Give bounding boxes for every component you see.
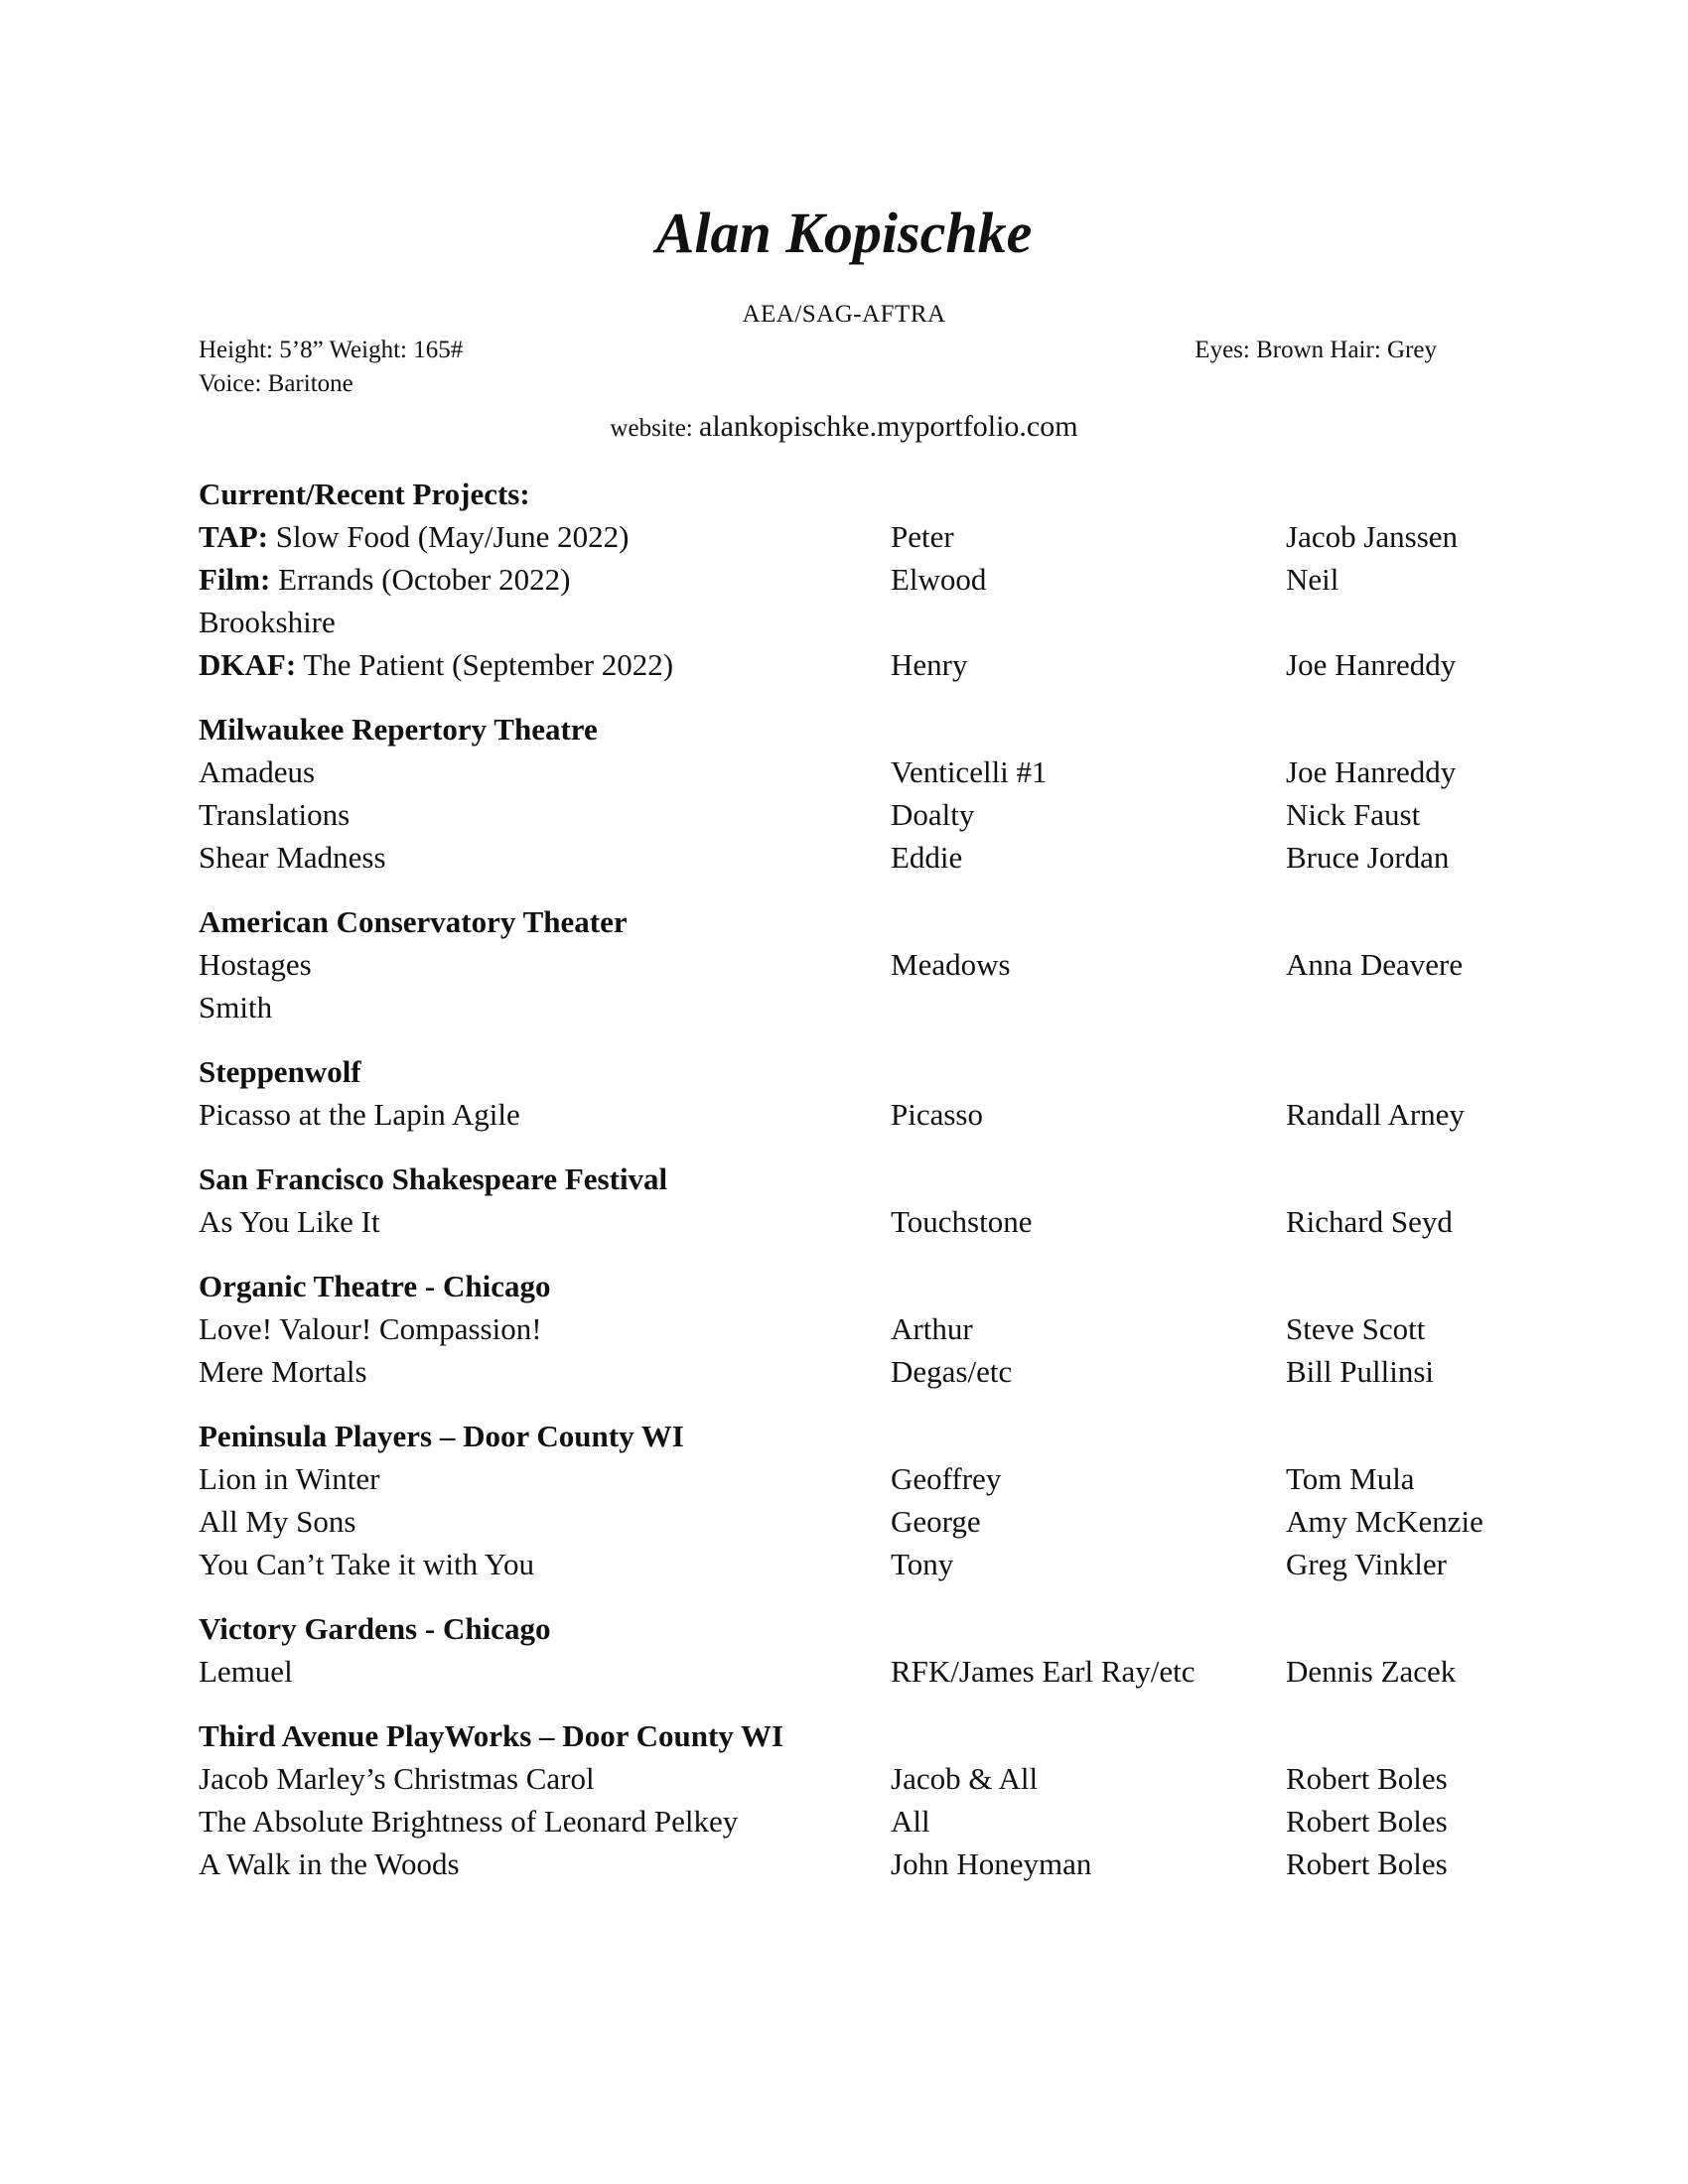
wrapped-director-text: Brookshire xyxy=(199,605,336,639)
production-title-text: Jacob Marley’s Christmas Carol xyxy=(199,1761,595,1796)
role-name: Henry xyxy=(891,647,968,682)
production-title xyxy=(199,836,386,879)
production-title xyxy=(199,558,570,601)
director-name: Richard Seyd xyxy=(1286,1204,1453,1239)
credit-section xyxy=(199,473,1509,686)
credit-row xyxy=(199,515,1509,558)
credit-row xyxy=(199,1650,1509,1693)
role-name: Peter xyxy=(891,519,954,554)
venue-prefix: TAP: xyxy=(199,519,269,554)
production-title-text: Amadeus xyxy=(199,754,316,789)
credit-row xyxy=(199,793,1509,836)
role-name: John Honeyman xyxy=(891,1846,1092,1881)
role-name: Eddie xyxy=(891,840,963,875)
director-name: Joe Hanreddy xyxy=(1286,754,1457,789)
production-title-text: Errands (October 2022) xyxy=(270,562,571,597)
credit-row xyxy=(199,1093,1509,1136)
production-title-text: Lemuel xyxy=(199,1654,293,1689)
section-heading: American Conservatory Theater xyxy=(199,904,628,939)
credit-row xyxy=(199,836,1509,879)
production-title xyxy=(199,1500,355,1543)
production-title-text: Slow Food (May/June 2022) xyxy=(268,519,630,554)
credit-section xyxy=(199,1714,1509,1885)
role-name: All xyxy=(891,1804,930,1839)
production-title-text: All My Sons xyxy=(199,1504,356,1539)
credit-row xyxy=(199,558,1509,601)
credit-section xyxy=(199,1158,1509,1243)
credit-section xyxy=(199,900,1509,1028)
height-weight: Height: 5’8” Weight: 165# xyxy=(199,337,464,363)
production-title xyxy=(199,1457,379,1500)
production-title xyxy=(199,1757,595,1800)
voice-type: Voice: Baritone xyxy=(199,370,353,397)
role-name: Jacob & All xyxy=(891,1761,1039,1796)
production-title-text: Hostages xyxy=(199,947,312,982)
production-title-text: The Patient (September 2022) xyxy=(296,647,674,682)
production-title xyxy=(199,1093,520,1136)
website-line xyxy=(0,410,1688,446)
section-heading: Current/Recent Projects: xyxy=(199,477,530,511)
section-heading: Victory Gardens - Chicago xyxy=(199,1611,551,1646)
role-name: George xyxy=(891,1504,981,1539)
production-title xyxy=(199,1350,367,1393)
role-name: RFK/James Earl Ray/etc xyxy=(891,1654,1196,1689)
credit-row xyxy=(199,1543,1509,1585)
production-title-text: Translations xyxy=(199,797,351,832)
production-title xyxy=(199,643,673,686)
credit-row xyxy=(199,1457,1509,1500)
production-title xyxy=(199,751,315,793)
role-name: Tony xyxy=(891,1547,954,1581)
credit-section xyxy=(199,708,1509,879)
credit-section xyxy=(199,1050,1509,1136)
role-name: Venticelli #1 xyxy=(891,754,1048,789)
credit-row xyxy=(199,1200,1509,1243)
credit-section xyxy=(199,1265,1509,1393)
director-name: Neil xyxy=(1286,562,1339,597)
director-name: Robert Boles xyxy=(1286,1761,1448,1796)
credit-row xyxy=(199,1350,1509,1393)
production-title-text: A Walk in the Woods xyxy=(199,1846,460,1881)
production-title xyxy=(199,1200,380,1243)
production-title-text: Picasso at the Lapin Agile xyxy=(199,1097,520,1132)
director-name: Dennis Zacek xyxy=(1286,1654,1457,1689)
role-name: Degas/etc xyxy=(891,1354,1013,1389)
section-heading: Peninsula Players – Door County WI xyxy=(199,1419,684,1453)
director-name: Joe Hanreddy xyxy=(1286,647,1457,682)
eyes-hair: Eyes: Brown Hair: Grey xyxy=(1195,337,1437,363)
section-heading: Milwaukee Repertory Theatre xyxy=(199,712,598,747)
production-title-text: You Can’t Take it with You xyxy=(199,1547,535,1581)
section-heading: San Francisco Shakespeare Festival xyxy=(199,1161,668,1196)
director-name: Bill Pullinsi xyxy=(1286,1354,1435,1389)
role-name: Meadows xyxy=(891,947,1011,982)
role-name: Doalty xyxy=(891,797,975,832)
credit-row xyxy=(199,943,1509,986)
role-name: Elwood xyxy=(891,562,987,597)
production-title xyxy=(199,1800,738,1843)
production-title-text: Mere Mortals xyxy=(199,1354,367,1389)
director-name: Steve Scott xyxy=(1286,1311,1426,1346)
director-name: Tom Mula xyxy=(1286,1461,1415,1496)
director-name: Robert Boles xyxy=(1286,1804,1448,1839)
credit-section xyxy=(199,1415,1509,1585)
production-title-text: As You Like It xyxy=(199,1204,380,1239)
director-name: Nick Faust xyxy=(1286,797,1421,832)
production-title xyxy=(199,1307,542,1350)
actor-name: Alan Kopischke xyxy=(655,201,1033,265)
section-heading: Steppenwolf xyxy=(199,1054,361,1089)
director-name: Randall Arney xyxy=(1286,1097,1465,1132)
credit-row xyxy=(199,1843,1509,1885)
website-label: website: xyxy=(610,415,699,442)
production-title xyxy=(199,1650,293,1693)
production-title-text: Shear Madness xyxy=(199,840,386,875)
section-heading: Third Avenue PlayWorks – Door County WI xyxy=(199,1718,784,1753)
production-title xyxy=(199,943,312,986)
production-title xyxy=(199,1843,460,1885)
credit-row xyxy=(199,1800,1509,1843)
credit-row xyxy=(199,1500,1509,1543)
director-name: Greg Vinkler xyxy=(1286,1547,1447,1581)
credit-row xyxy=(199,643,1509,686)
union-affiliation: AEA/SAG-AFTRA xyxy=(742,301,946,328)
director-name: Anna Deavere xyxy=(1286,947,1464,982)
production-title-text: Lion in Winter xyxy=(199,1461,380,1496)
wrapped-director-text: Smith xyxy=(199,990,273,1024)
credit-row xyxy=(199,751,1509,793)
venue-prefix: Film: xyxy=(199,562,271,597)
production-title xyxy=(199,1543,534,1585)
credits-list xyxy=(199,473,1509,1907)
venue-prefix: DKAF: xyxy=(199,647,297,682)
credit-row xyxy=(199,1307,1509,1350)
role-name: Arthur xyxy=(891,1311,973,1346)
director-name: Bruce Jordan xyxy=(1286,840,1450,875)
section-heading: Organic Theatre - Chicago xyxy=(199,1269,551,1303)
website-link[interactable]: alankopischke.myportfolio.com xyxy=(699,410,1078,443)
credit-section xyxy=(199,1607,1509,1693)
production-title xyxy=(199,793,350,836)
role-name: Picasso xyxy=(891,1097,983,1132)
director-name: Robert Boles xyxy=(1286,1846,1448,1881)
credit-row xyxy=(199,1757,1509,1800)
director-name: Jacob Janssen xyxy=(1286,519,1459,554)
production-title xyxy=(199,515,629,558)
production-title-text: The Absolute Brightness of Leonard Pelkey xyxy=(199,1804,739,1839)
role-name: Geoffrey xyxy=(891,1461,1002,1496)
production-title-text: Love! Valour! Compassion! xyxy=(199,1311,542,1346)
role-name: Touchstone xyxy=(891,1204,1033,1239)
director-name: Amy McKenzie xyxy=(1286,1504,1483,1539)
